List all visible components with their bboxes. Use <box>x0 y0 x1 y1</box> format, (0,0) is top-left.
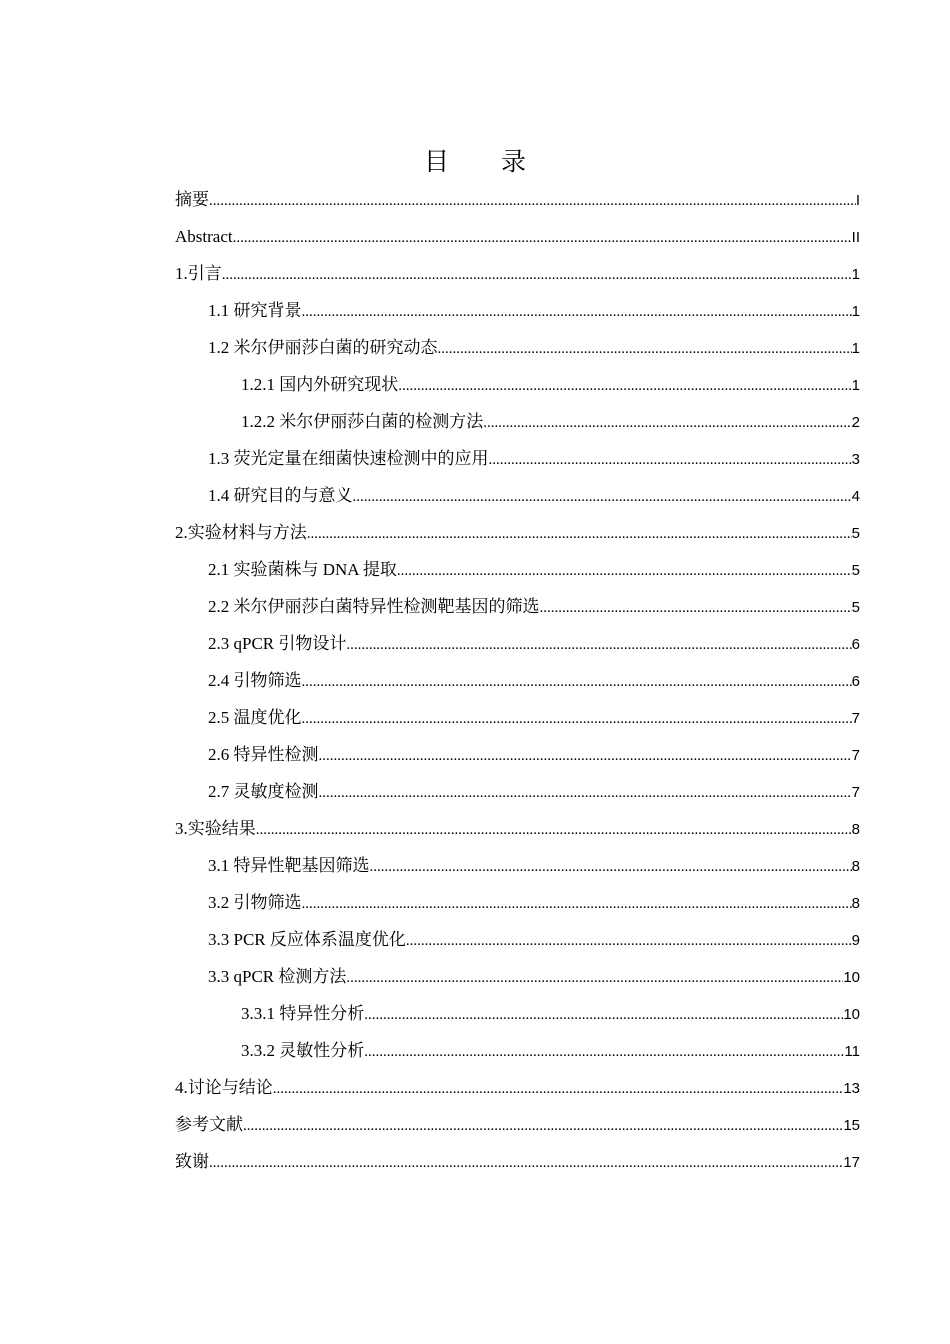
toc-entry-title: 3.2 引物筛选 <box>208 893 302 912</box>
toc-entry-title: 2.实验材料与方法 <box>175 523 307 542</box>
toc-entry-page-number: 7 <box>851 710 860 727</box>
toc-entry-page-number: 10 <box>843 969 860 986</box>
toc-dot-leader <box>302 701 852 738</box>
toc-entry[interactable] <box>175 736 860 773</box>
toc-entry-title: 3.实验结果 <box>175 819 256 838</box>
toc-entry-title: 参考文献 <box>175 1115 243 1134</box>
toc-entry[interactable] <box>175 1106 860 1143</box>
toc-entry-title: 2.2 米尔伊丽莎白菌特异性检测靶基因的筛选 <box>208 597 540 616</box>
toc-entry-page-number: 6 <box>851 636 860 653</box>
toc-dot-leader <box>398 368 851 405</box>
toc-title-right: 录 <box>501 149 527 176</box>
toc-entry-title: 3.3 PCR 反应体系温度优化 <box>208 930 406 949</box>
toc-dot-leader <box>319 775 852 812</box>
toc-entry[interactable] <box>175 958 860 995</box>
toc-entry-page-number: 7 <box>851 784 860 801</box>
toc-entry-title: 2.3 qPCR 引物设计 <box>208 634 347 653</box>
toc-entry-title: 1.2 米尔伊丽莎白菌的研究动态 <box>208 338 438 357</box>
toc-entry[interactable] <box>175 255 860 292</box>
toc-entry-title: 3.1 特异性靶基因筛选 <box>208 856 370 875</box>
toc-entry-page-number: 2 <box>851 414 860 431</box>
toc-entry-page-number: 17 <box>843 1154 860 1171</box>
toc-entry-title: Abstract <box>175 227 233 246</box>
toc-entry-page-number: 1 <box>851 340 860 357</box>
toc-entry[interactable] <box>175 477 860 514</box>
toc-entry-page-number: I <box>855 192 860 209</box>
toc-entry[interactable] <box>175 884 860 921</box>
toc-dot-leader <box>302 664 852 701</box>
toc-dot-leader <box>364 997 843 1034</box>
toc-entry[interactable] <box>175 514 860 551</box>
toc-entry-page-number: 1 <box>851 303 860 320</box>
toc-dot-leader <box>209 1145 843 1182</box>
toc-dot-leader <box>346 960 843 997</box>
toc-entry[interactable] <box>175 662 860 699</box>
toc-dot-leader <box>243 1108 843 1145</box>
toc-entry-title: 1.2.1 国内外研究现状 <box>241 375 399 394</box>
toc-entry-page-number: 13 <box>843 1080 860 1097</box>
toc-title <box>0 146 950 180</box>
toc-dot-leader <box>209 183 856 220</box>
toc-dot-leader <box>540 590 852 627</box>
toc-dot-leader <box>353 479 852 516</box>
toc-dot-leader <box>406 923 852 960</box>
toc-entry-page-number: 3 <box>851 451 860 468</box>
toc-dot-leader <box>233 220 852 257</box>
toc-dot-leader <box>483 405 851 442</box>
toc-entry[interactable] <box>175 1032 860 1069</box>
toc-dot-leader <box>364 1034 844 1071</box>
toc-dot-leader <box>346 627 851 664</box>
toc-dot-leader <box>256 812 852 849</box>
toc-entry-title: 4.讨论与结论 <box>175 1078 273 1097</box>
toc-entry-title: 2.5 温度优化 <box>208 708 302 727</box>
toc-entry-title: 2.6 特异性检测 <box>208 745 319 764</box>
toc-entry-page-number: 8 <box>851 821 860 838</box>
toc-entry-title: 2.4 引物筛选 <box>208 671 302 690</box>
toc-entry[interactable] <box>175 366 860 403</box>
toc-entry-page-number: 8 <box>851 895 860 912</box>
toc-entry-title: 3.3 qPCR 检测方法 <box>208 967 347 986</box>
toc-dot-leader <box>222 257 852 294</box>
toc-entry[interactable] <box>175 847 860 884</box>
toc-list <box>175 181 860 1180</box>
toc-entry[interactable] <box>175 292 860 329</box>
toc-title-left: 目 <box>423 149 449 176</box>
toc-entry[interactable] <box>175 995 860 1032</box>
toc-entry[interactable] <box>175 1143 860 1180</box>
toc-entry-page-number: 5 <box>851 562 860 579</box>
toc-entry-page-number: 11 <box>844 1043 860 1060</box>
toc-entry-page-number: 8 <box>851 858 860 875</box>
toc-dot-leader <box>397 553 852 590</box>
toc-entry-title: 1.1 研究背景 <box>208 301 302 320</box>
toc-entry-page-number: 7 <box>851 747 860 764</box>
toc-entry[interactable] <box>175 810 860 847</box>
toc-entry[interactable] <box>175 921 860 958</box>
toc-entry-title: 3.3.2 灵敏性分析 <box>241 1041 365 1060</box>
toc-dot-leader <box>489 442 852 479</box>
toc-entry[interactable] <box>175 181 860 218</box>
toc-entry-title: 1.3 荧光定量在细菌快速检测中的应用 <box>208 449 489 468</box>
toc-entry-page-number: 5 <box>851 525 860 542</box>
toc-entry[interactable] <box>175 1069 860 1106</box>
toc-entry[interactable] <box>175 329 860 366</box>
toc-entry-page-number: 9 <box>851 932 860 949</box>
toc-dot-leader <box>307 516 852 553</box>
toc-entry-page-number: 5 <box>851 599 860 616</box>
toc-dot-leader <box>273 1071 844 1108</box>
toc-entry[interactable] <box>175 588 860 625</box>
toc-entry[interactable] <box>175 218 860 255</box>
toc-entry-title: 2.1 实验菌株与 DNA 提取 <box>208 560 397 579</box>
toc-dot-leader <box>302 294 852 331</box>
toc-entry-page-number: 1 <box>851 266 860 283</box>
toc-dot-leader <box>319 738 852 775</box>
toc-entry[interactable] <box>175 403 860 440</box>
toc-entry[interactable] <box>175 699 860 736</box>
toc-entry-page-number: 1 <box>851 377 860 394</box>
toc-entry-title: 1.4 研究目的与意义 <box>208 486 353 505</box>
toc-entry[interactable] <box>175 440 860 477</box>
toc-entry-title: 致谢 <box>175 1152 209 1171</box>
toc-dot-leader <box>438 331 852 368</box>
toc-entry-title: 2.7 灵敏度检测 <box>208 782 319 801</box>
toc-entry-title: 1.引言 <box>175 264 222 283</box>
toc-entry[interactable] <box>175 625 860 662</box>
toc-entry-title: 摘要 <box>175 190 209 209</box>
toc-entry-page-number: 4 <box>851 488 860 505</box>
toc-entry-page-number: 10 <box>843 1006 860 1023</box>
toc-entry-page-number: 6 <box>851 673 860 690</box>
toc-dot-leader <box>370 849 852 886</box>
toc-entry-title: 3.3.1 特异性分析 <box>241 1004 365 1023</box>
toc-entry[interactable] <box>175 773 860 810</box>
toc-entry-title: 1.2.2 米尔伊丽莎白菌的检测方法 <box>241 412 484 431</box>
toc-entry-page-number: 15 <box>843 1117 860 1134</box>
toc-entry[interactable] <box>175 551 860 588</box>
toc-dot-leader <box>302 886 852 923</box>
toc-entry-page-number: II <box>851 229 860 246</box>
